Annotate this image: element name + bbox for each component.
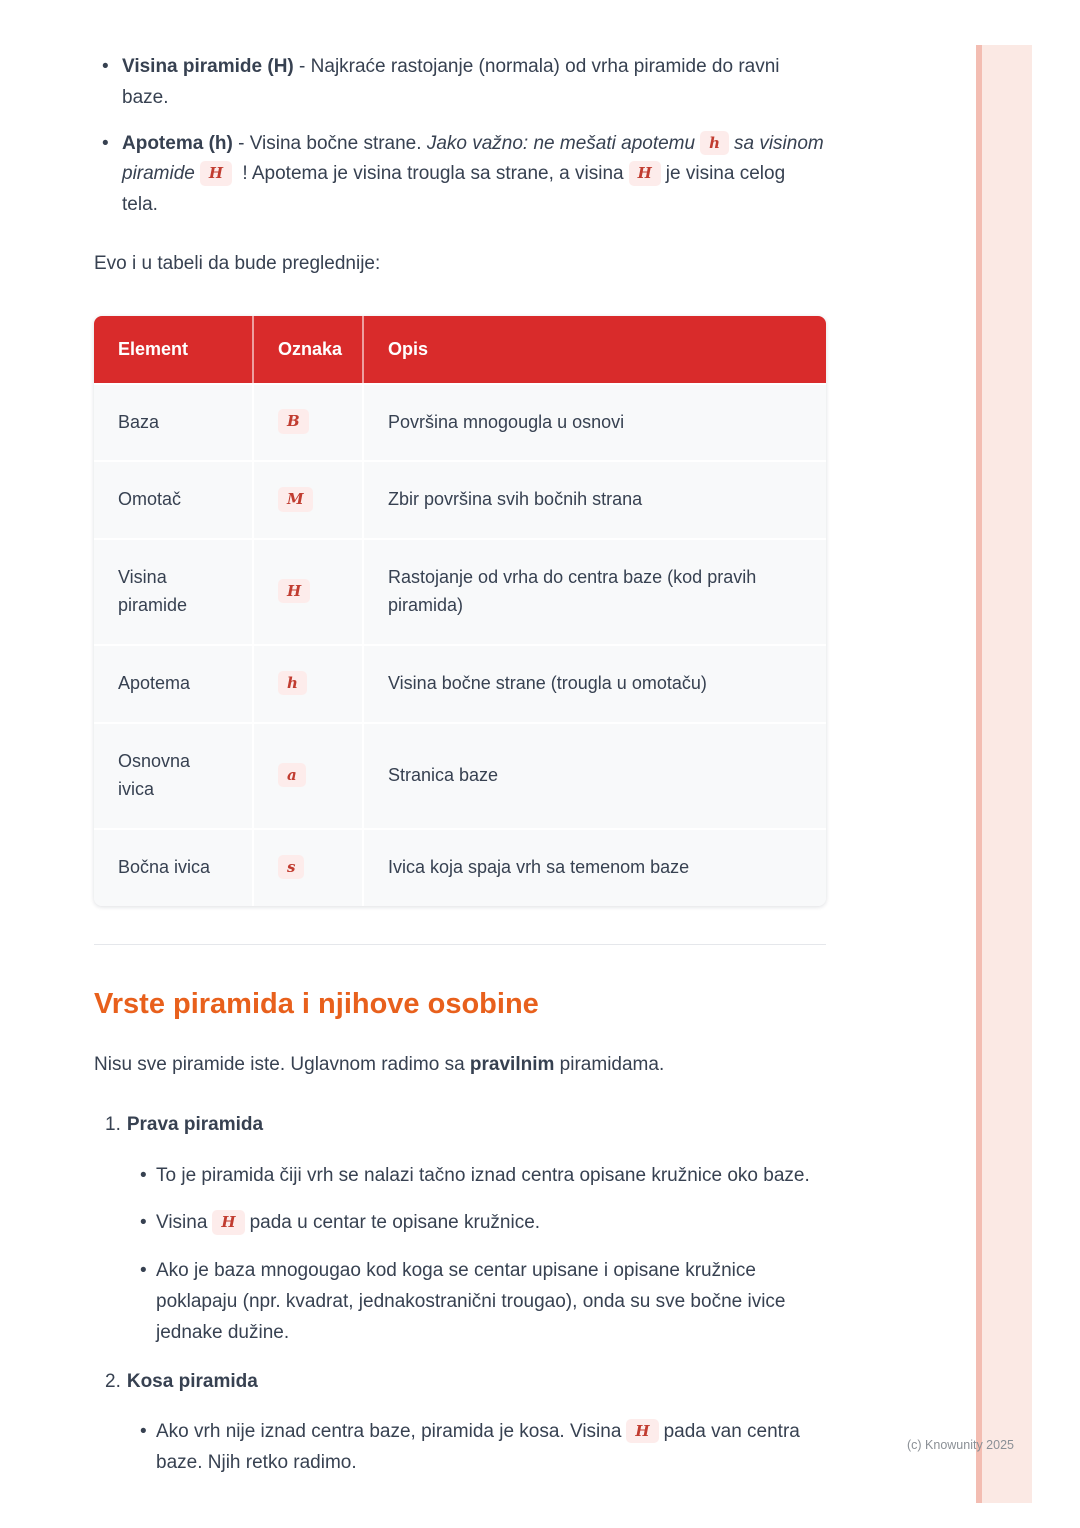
cell-opis: Površina mnogougla u osnovi bbox=[388, 411, 625, 432]
math-symbol-badge: M bbox=[278, 487, 313, 511]
item-title: Prava piramida bbox=[126, 1114, 264, 1136]
table-row bbox=[94, 460, 826, 538]
list-item-visina-piramide bbox=[94, 52, 826, 114]
list-item-apotema bbox=[94, 129, 826, 221]
warning-text: sa visinom piramide bbox=[122, 132, 824, 185]
cell-opis: Visina bočne strane (trougla u omotaču) bbox=[388, 673, 707, 694]
cell-opis: Ivica koja spaja vrh sa temenom baze bbox=[388, 856, 690, 877]
right-margin-stripe bbox=[976, 45, 1032, 1503]
cell-oznaka bbox=[254, 830, 364, 906]
math-symbol-badge: a bbox=[278, 763, 306, 787]
pyramid-type-prava bbox=[94, 1110, 826, 1348]
column-header-opis: Opis bbox=[388, 338, 429, 359]
table-row bbox=[94, 538, 826, 644]
cell-opis: Rastojanje od vrha do centra baze (kod pravih piramida) bbox=[388, 567, 757, 616]
math-symbol-badge: H bbox=[278, 579, 310, 603]
list-item bbox=[94, 1208, 826, 1239]
table-row bbox=[94, 644, 826, 722]
bullet-text: Ako vrh nije iznad centra baze, piramida je kosa. Visina bbox=[156, 1420, 622, 1442]
cell-element: Baza bbox=[94, 385, 254, 461]
section-intro bbox=[94, 1050, 826, 1081]
term-label: Visina piramide (H) bbox=[122, 56, 294, 77]
kosa-piramida-bullets bbox=[94, 1417, 826, 1479]
cell-oznaka bbox=[254, 385, 364, 461]
math-symbol-badge-H: H bbox=[629, 161, 661, 185]
item-title: Kosa piramida bbox=[126, 1370, 258, 1392]
pyramid-types-list bbox=[94, 1110, 826, 1478]
math-symbol-badge-H: H bbox=[212, 1210, 244, 1234]
warning-text: Jako važno: ne mešati apotemu bbox=[426, 132, 696, 154]
item-number: 1. bbox=[105, 1114, 121, 1136]
section-heading: Vrste piramida i njihove osobine bbox=[94, 987, 539, 1020]
term-description: - Najkraće rastojanje (normala) od vrha piramide do ravni baze. bbox=[122, 56, 780, 108]
numbered-item-heading bbox=[94, 1367, 826, 1397]
cell-element: Osnovna ivica bbox=[94, 724, 254, 828]
numbered-item-heading bbox=[94, 1110, 826, 1140]
cell-opis: Stranica baze bbox=[388, 764, 499, 785]
cell-oznaka bbox=[254, 724, 364, 828]
cell-element: Omotač bbox=[94, 462, 254, 538]
cell-oznaka bbox=[254, 462, 364, 538]
math-symbol-badge: B bbox=[278, 409, 309, 433]
math-symbol-badge: s bbox=[278, 855, 304, 879]
bullet-text: pada u centar te opisane kružnice. bbox=[249, 1212, 541, 1234]
prava-piramida-bullets bbox=[94, 1161, 826, 1349]
table-intro-text: Evo i u tabeli da bude preglednije: bbox=[94, 252, 381, 274]
intro-bold-text: pravilnim bbox=[469, 1053, 555, 1075]
cell-oznaka bbox=[254, 540, 364, 644]
bullet-text: To je piramida čiji vrh se nalazi tačno iznad centra opisane kružnice oko baze. bbox=[156, 1164, 810, 1186]
column-header-oznaka: Oznaka bbox=[254, 316, 364, 383]
math-symbol-badge-H: H bbox=[200, 161, 232, 185]
cell-opis: Zbir površina svih bočnih strana bbox=[388, 489, 643, 510]
math-symbol-badge-H: H bbox=[626, 1419, 658, 1443]
term-description: ! Apotema je visina trougla sa strane, a visina bbox=[242, 163, 624, 185]
cell-element: Apotema bbox=[94, 646, 254, 722]
definitions-list bbox=[94, 52, 826, 221]
term-label: Apotema (h) bbox=[122, 132, 233, 154]
pyramid-type-kosa bbox=[94, 1367, 826, 1479]
table-row bbox=[94, 383, 826, 461]
bullet-text: Ako je baza mnogougao kod koga se centar upisane i opisane kružnice poklapaju (npr. kvadrat, jednakostranični trougao), onda su sve bočne ivice jednake dužine. bbox=[156, 1260, 786, 1343]
table-header-row bbox=[94, 316, 826, 383]
list-item bbox=[94, 1417, 826, 1479]
column-header-element: Element bbox=[94, 316, 254, 383]
term-description: - Visina bočne strane. bbox=[232, 132, 427, 154]
cell-element: Bočna ivica bbox=[94, 830, 254, 906]
list-item bbox=[94, 1161, 826, 1192]
bullet-text: Visina bbox=[156, 1212, 208, 1234]
item-number: 2. bbox=[105, 1370, 121, 1392]
list-item bbox=[94, 1256, 826, 1348]
math-symbol-badge-h: h bbox=[700, 131, 729, 155]
table-row bbox=[94, 828, 826, 906]
bullet-text: pada van centra baze. Njih retko radimo. bbox=[156, 1420, 800, 1473]
elements-table bbox=[94, 316, 826, 906]
copyright-credit: (c) Knowunity 2025 bbox=[906, 1438, 1014, 1452]
section-divider bbox=[94, 944, 826, 945]
table-row bbox=[94, 722, 826, 828]
term-description: je visina celog tela. bbox=[122, 163, 786, 216]
intro-text: Nisu sve piramide iste. Uglavnom radimo sa bbox=[94, 1053, 470, 1075]
cell-element: Visina piramide bbox=[94, 540, 254, 644]
cell-oznaka bbox=[254, 646, 364, 722]
math-symbol-badge: h bbox=[278, 671, 307, 695]
intro-text: piramidama. bbox=[554, 1053, 665, 1075]
